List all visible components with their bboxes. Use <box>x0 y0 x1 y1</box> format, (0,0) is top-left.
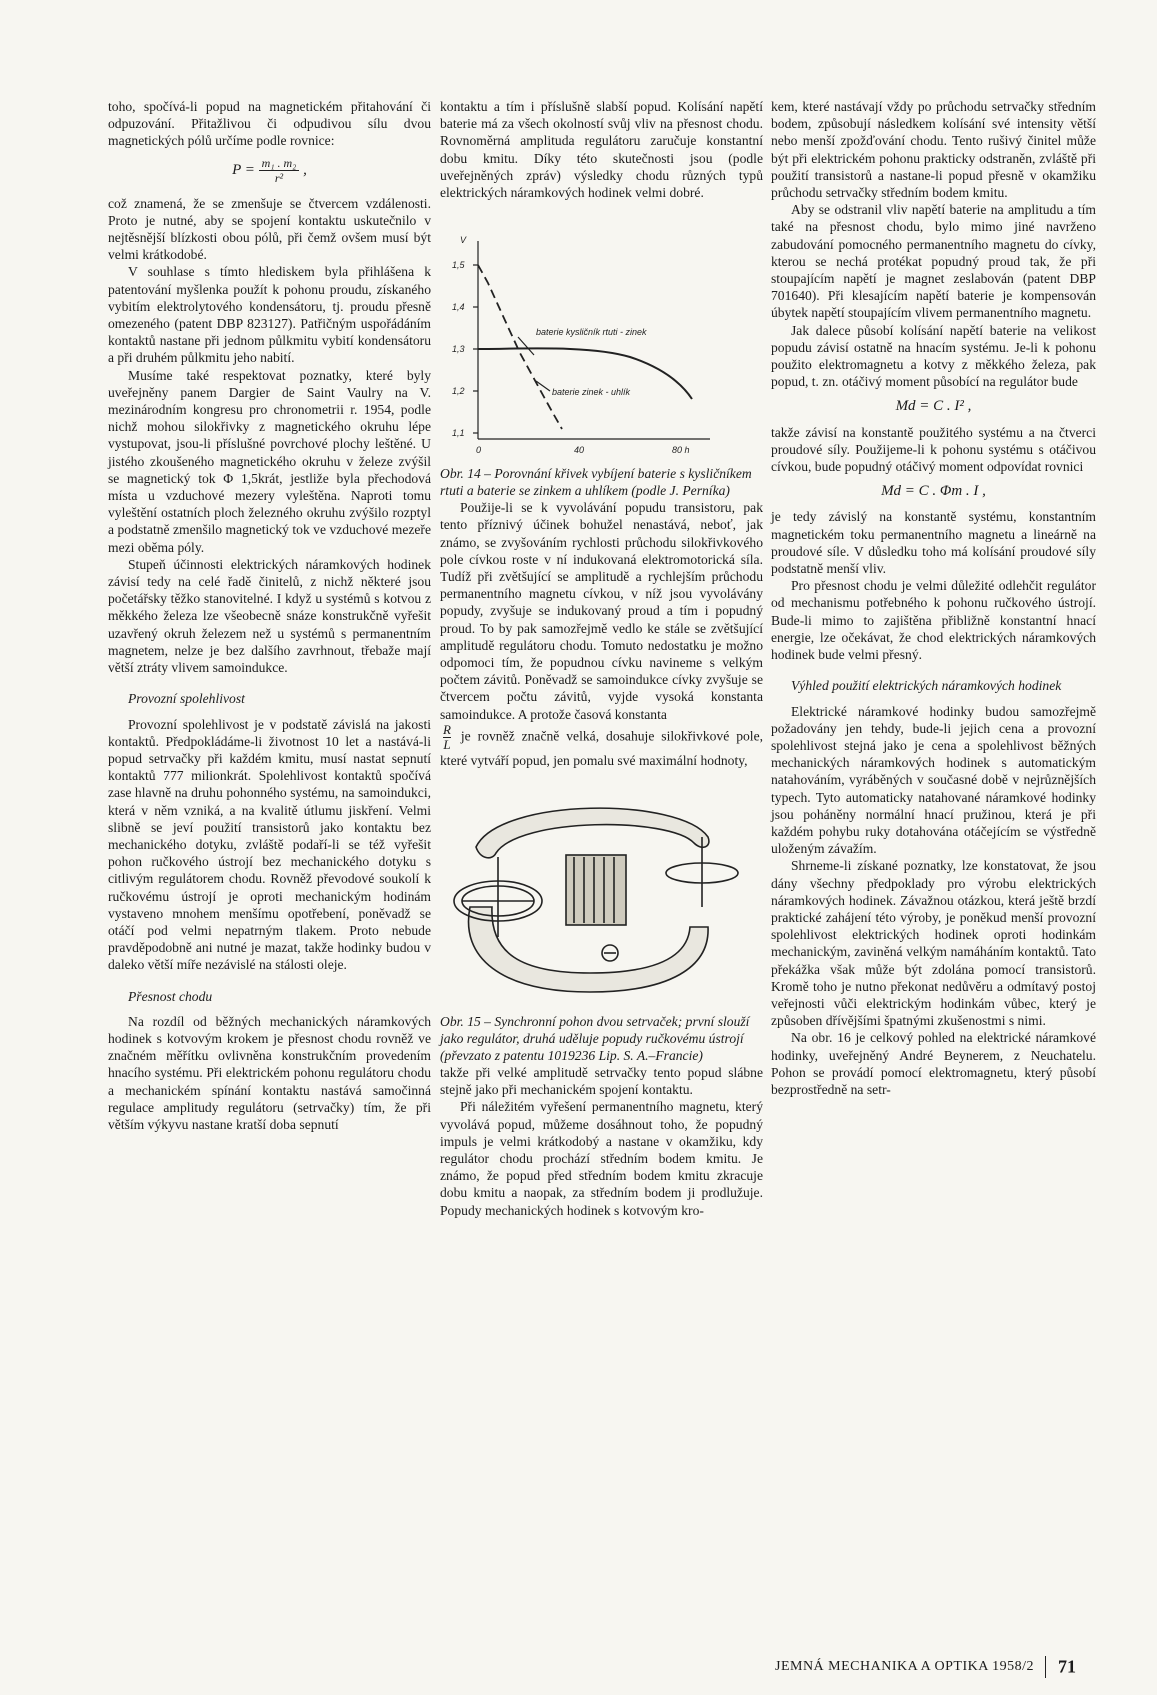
formula-denominator: r² <box>274 170 284 185</box>
section-heading: Přesnost chodu <box>128 988 213 1004</box>
paragraph: takže při velké amplitudě setrvačky tento popud slábne stejně jako při mechanickém spojení kontaktu. <box>440 1065 763 1098</box>
figure-15-caption: Obr. 15 – Synchronní pohon dvou setrvaček; první slouží jako regulátor, druhá uděluje popudy ručkovému ústrojí (převzato z patentu 1019236 Lip. S. A.–Francie) <box>440 1014 750 1064</box>
paragraph: Pro přesnost chodu je velmi důležité odlehčit regulátor od mechanismu potřebného k pohonu ručkového ústrojí. Bude-li mimo to zajištěna přibližně konstantní hnací energie, lze očekávat, že chod elektrických náramkových hodinek bude velmi přesný. <box>771 578 1096 663</box>
paragraph-continued <box>440 723 763 769</box>
y-tick-label: 1,4 <box>452 302 465 313</box>
figure-14-discharge-chart <box>440 219 740 459</box>
y-tick-label: 1,2 <box>452 386 465 397</box>
text-column-left <box>108 98 431 1133</box>
paragraph: toho, spočívá-li popud na magnetickém přitahování či odpuzování. Přitažlivou či odpudivou sílu dvou magnetických pólů určíme podle rovnice: <box>108 99 431 149</box>
figure-15-synchronous-drive-illustration <box>440 777 750 1007</box>
x-tick-label: 0 <box>476 445 482 456</box>
formula-lhs: P = <box>232 161 255 178</box>
paragraph: Musíme také respektovat poznatky, které byly uveřejněny panem Dargier de Saint Vaulry na V. mezinárodním kongresu pro chronometrii r. 1954, podle nichž mohou silokřivky z magnetického okruhu lépe vystupovat, jsou-li příslušné povrchové plochy leštěné. U jistého zkoušeného magnetického okruhu v železe zvýšil se magnetický tok Φ 1,5krát, jestliže byla přechodová místa u vzduchové mezery vyleštěna. Naproti tomu vyleštění ostatních ploch železného okruhu zvýšilo rozptyl a podstatně zmenšilo magnetický tok ve vzduchové mezeře mezi oběma póly. <box>108 367 431 555</box>
formula-tail: , <box>303 161 307 178</box>
coil <box>566 855 626 925</box>
equation-torque-coil: Md = C . Φm . I , <box>881 483 986 500</box>
time-constant-fraction <box>443 723 451 752</box>
paragraph: kontaktu a tím i příslušně slabší popud. Kolísání napětí baterie má za všech okolností svůj vliv na přesnost chodu. Rovnoměrná amplituda regulátoru zaručuje konstantní dobu kmitu. Díky této skutečnosti jsou (podle uveřejněných zpráv) výsledky chodu různých typů elektrických náramkových hodinek velmi dobré. <box>440 99 763 201</box>
equation-torque-electromagnet: Md = C . I² , <box>895 398 972 415</box>
paragraph: Jak dalece působí kolísání napětí baterie na velikost popudu závisí ostatně na hnacím systému. Je-li k pohonu použito elektromagnetu a kotvy z měkkého železa, pak popud, t. zn. otáčivý moment působící na regulátor bude <box>771 322 1096 390</box>
journal-title: JEMNÁ MECHANIKA A OPTIKA 1958/2 <box>775 1659 1034 1675</box>
paragraph: Aby se odstranil vliv napětí baterie na amplitudu a tím také na přesnost chodu, bylo mimo jiné navrženo zabudování pomocného permanentního magnetu do cívky, kterou se nechá protékat popudný proud tak, že při stoupajícím napětí je magnet zeslabován (patent DBP 701640). Při klesajícím napětí baterie je kompensován úbytek napětí stoupajícím vlivem permanentního magnetu. <box>771 202 1096 321</box>
magnet-yoke-top <box>476 808 709 858</box>
paragraph: kem, které nastávají vždy po průchodu setrvačky středním bodem, způsobují následkem kolísání své intensity větší nebo menší zpožďování chodu. Tento rušivý činitel může být při elektrickém pohonu prakticky odstraněn, zvláště při použití transistorů a nastane-li popud přesně v okamžiku průchodu setrvačky středním bodem kmitu. <box>771 99 1096 201</box>
paragraph: takže závisí na konstantě použitého systému a na čtverci proudové síly. Použijeme-li k pohonu systému s otáčivou cívkou, bude popudný otáčivý moment odpovídat rovnici <box>771 424 1096 475</box>
y-tick-label: 1,1 <box>452 428 465 439</box>
page-number: 71 <box>1057 1656 1076 1677</box>
paragraph-text: je rovněž značně velká, dosahuje silokřivkové pole, které vytváří popud, jen pomalu své maximální hodnoty, <box>440 728 763 768</box>
figure-14-caption: Obr. 14 – Porovnání křivek vybíjení baterie s kysličníkem rtuti a baterie se zinkem a uhlíkem (podle J. Perníka) <box>440 466 752 499</box>
paragraph: což znamená, že se zmenšuje se čtvercem vzdálenosti. Proto je nutné, aby se spojení kontaktu uskutečnilo v nejtěsnější blízkosti obou pólů, při čemž ovšem musí být velmi krátkodobé. <box>108 195 431 263</box>
x-tick-label: 80 h <box>672 445 690 456</box>
paragraph: Elektrické náramkové hodinky budou samozřejmě požadovány jen tehdy, bude-li jejich cena a provozní spolehlivost stejná jako je cena a spolehlivost běžných mechanických náramkových hodinek s automatickým natahováním, vyráběných v současné době v nejrůznějších typech. Tyto automaticky natahované náramkové hodinky jsou poháněny normální hnací pružinou, která je při každém pohybu ruky dotahována otáčejícím se výstředně uloženým závažím. <box>771 703 1096 857</box>
section-heading: Provozní spolehlivost <box>128 691 245 707</box>
curve-zinc-carbon <box>478 265 562 429</box>
footer-divider <box>1045 1656 1046 1678</box>
fraction-numerator: R <box>443 721 451 737</box>
y-tick-label: 1,3 <box>452 344 465 355</box>
x-tick-label: 40 <box>574 445 585 456</box>
formula-magnetic-force <box>108 156 431 185</box>
curve-label-mercury: baterie kysličník rtuti - zinek <box>536 327 647 338</box>
paragraph: V souhlase s tímto hlediskem byla přihlášena k patentování myšlenka použít k pohonu proudu, získaného vybitím elektrolytového kondensátoru, tj. proudu přesně omezeného (patent DBP 823127). Patřičným uspořádáním kontaktů nastane při jednom půlkmitu vybití kondensátoru a při druhém půlkmitu jeho nabití. <box>108 264 431 366</box>
paragraph: Na obr. 16 je celkový pohled na elektrické náramkové hodinky, uveřejněný André Beynerem, z Neuchatelu. Pohon se provádí pomocí elektromagnetu, který působí bezprostředně na setr- <box>771 1030 1096 1097</box>
paragraph: Při náležitém vyřešení permanentního magnetu, který vyvolává popud, můžeme dosáhnout toho, že popudný impuls je velmi krátkodobý a nastane v okamžiku, kdy regulátor chodu prochází středním bodem kmitu. Je známo, že popud před středním bodem kmitu zkracuje dobu kmitu a naopak, za středním bodem ji prodlužuje. Popudy mechanických hodinek s kotvovým kro- <box>440 1099 763 1218</box>
paragraph: Shrneme-li získané poznatky, lze konstatovat, že jsou dány všechny předpoklady pro výrobu elektrických náramkových hodinek. Závažnou otázkou, která ještě brzdí praktické zahájení této výroby, je poněkud menší provozní spolehlivost elektrických hodinek oproti hodinkám mechanickým, zaviněná velkým namáháním kontaktů. Tato překážka však může být zdolána pomocí transistorů. Kromě toho je nutno překonat nedůvěru a odmítavý postoj veřejnosti vůči elektrickým hodinkám vůbec, který je způsoben dřívějšími špatnými zkušenostmi s nimi. <box>771 858 1096 1029</box>
section-heading: Výhled použití elektrických náramkových hodinek <box>791 678 1062 694</box>
paragraph: Stupeň účinnosti elektrických náramkových hodinek závisí tedy na celé řadě činitelů, z nichž některé jsou početářsky těžko stanovitelné. I když u systémů s kotvou z měkkého železa lze všeobecně snáze konstrukčně vyřešit uzavřený okruh železem než u systémů s permanentním magnetem, nelze je bez dalšího zavrhnout, třebaže mají větší ztráty vlivem samoindukce. <box>108 556 431 676</box>
fraction-denominator: L <box>443 736 451 752</box>
y-tick-label: 1,5 <box>452 260 465 271</box>
text-column-middle <box>440 98 763 1219</box>
curve-label-zinc-carbon: baterie zinek - uhlík <box>552 387 631 398</box>
paragraph: je tedy závislý na konstantě systému, konstantním magnetickém toku permanentního magnetu a lineárně na proudové síle. V důsledku toho má kolísání proudové síly podstatně menší vliv. <box>771 509 1096 577</box>
paragraph: Na rozdíl od běžných mechanických náramkových hodinek s kotvovým krokem je přesnost chodu rovněž ve značném měřítku ovlivněna konstrukčním provedením hnacího systému. Při elektrickém pohonu regulátoru chodu a mechanickém spínání kontaktu nastává samočinná regulace amplitudy regulátoru (setrvačky) tím, že při větším výkyvu nastane kratší doba sepnutí <box>108 1013 431 1132</box>
paragraph: Provozní spolehlivost je v podstatě závislá na jakosti kontaktů. Předpokládáme-li životnost 10 let a nastává-li popud setrvačky při každém kmitu, musí nastat sepnutí kontaktů 777 milionkrát. Spolehlivost kontaktů spočívá zase hlavně na druhu pohonného systému, na samoindukci, která v něm vzniká, a na kvalitě útlumu jiskření. Velmi slibně se jeví použití transistorů jako kontaktu bez mechanického dotyku, zvláště podaří-li se též vyřešit pohon ručkového ústrojí bez mechanického dotyku s citlivým regulátorem chodu. Rovněž převodové soukolí k ručkovému ústrojí je oproti mechanickým hodinám vystaveno mnohem menšímu opotřebení, poněvadž se otáčí pod velmi nepatrným tlakem. Proto nebude pravděpodobně ani nutné je mazat, takže hodinky budou v daleko větší míře nezávislé na stálosti oleje. <box>108 716 431 973</box>
y-axis-label: V <box>460 235 467 246</box>
text-column-right <box>771 98 1096 1098</box>
page-footer <box>775 1656 1105 1678</box>
formula-fraction <box>259 156 300 185</box>
formula-numerator: m₁ . m₂ <box>259 156 300 171</box>
paragraph: Použije-li se k vyvolávání popudu transistoru, pak tento příznivý účinek bohužel nenastává, neboť, jak známo, se zvyšováním rychlosti průchodu silokřivkového pole cívkou roste v ní indukovaná elektromotorická síla. Tudíž při zvětšující se amplitudě a rychlejším průchodu permanentního magnetu cívkou, v níž jsou vyvolávány popudy, zvyšuje se indukovaný proud a tím i popudný proud. To by pak samozřejmě vedlo ke stále se zvětšující amplitudě regulátoru chodu. Tomuto nedostatku je možno odpomoci tím, že popudnou cívku navineme s velkým počtem závitů. Poněvadž se samoindukce cívky zvyšuje se čtvercem počtu závitů, vyjde vysoká konstanta samoindukce. A protože časová konstanta <box>440 500 763 722</box>
